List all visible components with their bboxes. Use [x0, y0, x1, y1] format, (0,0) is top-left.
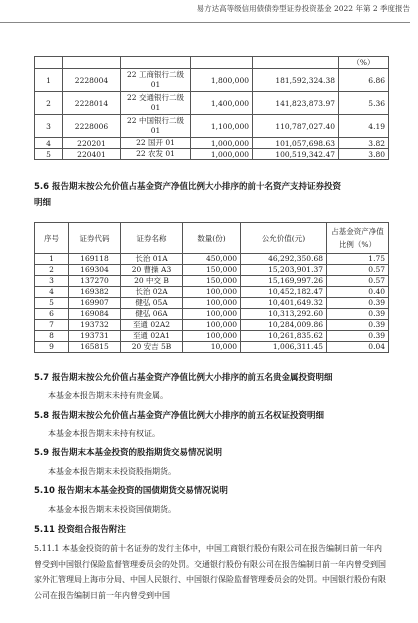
- page-header: [0, 0, 410, 23]
- section-5-11-title: 5.11 投资组合报告附注: [34, 525, 126, 535]
- section-5-10-text: 本基金本报告期末未投资国债期货。: [48, 505, 176, 514]
- section-5-10-title: 5.10 报告期末本基金投资的国债期货交易情况说明: [34, 486, 228, 496]
- table-row: 4 169382 长治 02A 100,000 10,452,182.47 0.40: [35, 287, 389, 298]
- col-header-qty: 数量(份): [183, 223, 241, 254]
- table-row: 1 2228004 22 工商银行二级 01 1,800,000 181,592,324.38 6.86: [35, 69, 389, 92]
- table-row: 6 169084 健弘 06A 100,000 10,313,292.60 0.39: [35, 309, 389, 320]
- section-5-9-title: 5.9 报告期末本基金投资的股指期货交易情况说明: [34, 448, 223, 458]
- section-5-6-title: 5.6 报告期末按公允价值占基金资产净值比例大小排序的前十名资产支持证券投资 明细: [34, 182, 342, 208]
- table-row: 3 2228006 22 中国银行二级 01 1,100,000 110,787,027.40 4.19: [35, 115, 389, 138]
- table-header-row: [35, 223, 389, 254]
- table-row: 3 137270 20 中交 B 150,000 15,169,997.26 0.57: [35, 276, 389, 287]
- table-row: 2 2228014 22 交通银行二级 01 1,400,000 141,823,873.97 5.36: [35, 92, 389, 115]
- section-5-7-title: 5.7 报告期末按公允价值占基金资产净值比例大小排序的前五名贵金属投资明细: [34, 373, 333, 383]
- section-5-8-text: 本基金本报告期末未持有权证。: [48, 429, 160, 438]
- section-5-7-text: 本基金本报告期末未持有贵金属。: [48, 391, 168, 400]
- col-header-code: 证券代码: [69, 223, 121, 254]
- table-row: 8 193731 至通 02A1 100,000 10,261,835.62 0.39: [35, 331, 389, 342]
- table-row: 2 169304 20 曹操 A3 150,000 15,203,901.37 0.57: [35, 265, 389, 276]
- section-5-9-text: 本基金本报告期末未投资股指期货。: [48, 467, 176, 476]
- bond-holdings-table: [34, 56, 389, 160]
- header-title: 易方达高等级信用债债券型证券投资基金 2022 年第 2 季度报告: [196, 4, 410, 13]
- table-row: 9 165815 20 安吉 5B 10,000 1,006,311.45 0.04: [35, 342, 389, 353]
- section-5-8-title: 5.8 报告期末按公允价值占基金资产净值比例大小排序的前五名权证投资明细: [34, 411, 325, 421]
- section-5-11-text: 5.11.1 本基金投资的前十名证券的发行主体中，中国工商银行股份有限公司在报告编制日前一年内曾受到中国银行保险监督管理委员会的处罚。交通银行股份有限公司在报告编制日前一年内曾受到国家外汇管理局上海市分局、中国人民银行、中国银行保险监督管理委员会的处罚。中国银行股份有限公司在报告编制日前一年内曾受到中国: [34, 544, 386, 600]
- col-header-no: 序号: [35, 223, 69, 254]
- col-header-pct: 占基金资产净值比例（%）: [327, 223, 389, 254]
- unit-cell: （%）: [339, 57, 389, 69]
- col-header-name: 证券名称: [121, 223, 183, 254]
- table-row: 5 220401 22 农发 01 1,000,000 100,519,342.47 3.80: [35, 149, 389, 160]
- table-row: 1 169118 长治 01A 450,000 46,292,350.68 1.75: [35, 254, 389, 265]
- abs-holdings-table: [34, 222, 389, 353]
- table-row: 5 169907 健弘 05A 100,000 10,401,649.32 0.39: [35, 298, 389, 309]
- table-row: 7 193732 至通 02A2 100,000 10,284,009.86 0.39: [35, 320, 389, 331]
- col-header-value: 公允价值(元): [241, 223, 327, 254]
- table-row: 4 220201 22 国开 01 1,000,000 101,057,698.63 3.82: [35, 138, 389, 149]
